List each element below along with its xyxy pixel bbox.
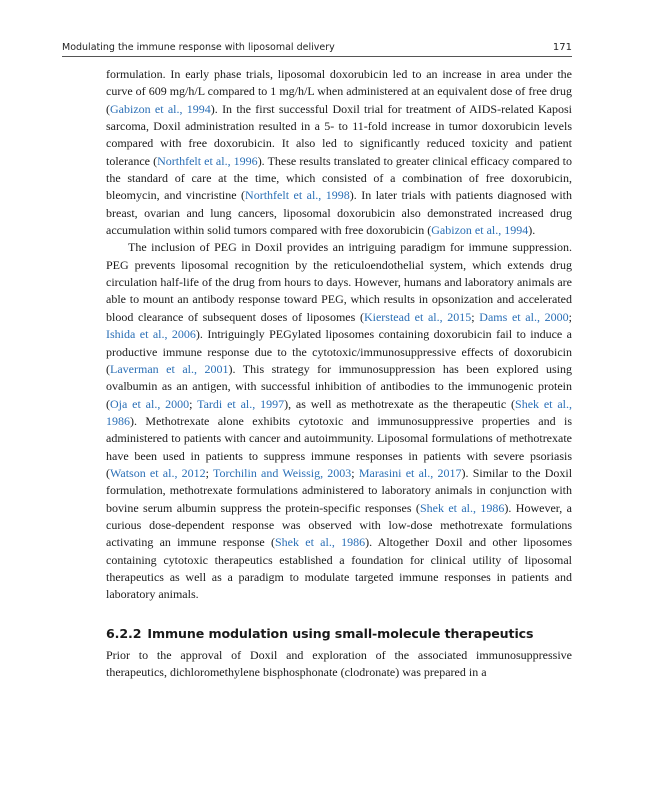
citation-link[interactable]: Shek et al., 1986	[274, 535, 366, 550]
text-run: ). This strategy for immunosuppression has been explored using ovalbumin as an antigen, with successful inhibition of antibodies to the immunogenic protein (	[106, 361, 572, 411]
citation-link[interactable]: Laverman et al., 2001	[110, 361, 229, 376]
citation-link[interactable]: Tardi et al., 1997	[197, 396, 285, 411]
page-number: 171	[552, 42, 572, 53]
citation-link[interactable]: Northfelt et al., 1996	[157, 153, 258, 168]
section-title: Immune modulation using small-molecule therapeutics	[147, 625, 534, 641]
section-heading	[106, 625, 572, 642]
text-run: ). Similar to the Doxil formulation, methotrexate formulations administered to laboratory animals in conjunction with bovine serum albumin suppress the protein-specific responses (	[106, 465, 573, 515]
text-run: formulation. In early phase trials, liposomal doxorubicin led to an increase in area under the curve of 609 mg/h/L compared to 1 mg/h/L when administered at an equivalent dose of free drug (	[106, 67, 572, 116]
paragraph-2	[106, 239, 572, 603]
text-run: ;	[351, 465, 359, 480]
section-number: 6.2.2	[106, 625, 142, 641]
text-run: ).	[528, 223, 536, 238]
citation-link[interactable]: Shek et al., 1986	[419, 500, 505, 515]
citation-link[interactable]: Torchilin and Weissig, 2003	[213, 465, 352, 480]
text-run: ). However, a curious dose-dependent response was observed with low-dose methotrexate formulations activating an immune response (	[106, 500, 572, 550]
citation-link[interactable]: Gabizon et al., 1994	[110, 101, 211, 116]
citation-link[interactable]: Marasini et al., 2017	[358, 465, 462, 480]
body-text	[106, 66, 572, 682]
text-run: ;	[205, 465, 214, 480]
citation-link[interactable]: Watson et al., 2012	[110, 465, 206, 480]
running-header	[62, 42, 572, 57]
text-run: ;	[189, 396, 198, 411]
citation-link[interactable]: Shek et al., 1986	[106, 396, 573, 428]
citation-link[interactable]: Northfelt et al., 1998	[245, 188, 350, 203]
text-run: The inclusion of PEG in Doxil provides an intriguing paradigm for immune suppression. PEG prevents liposomal recognition by the reticuloendothelial system, which extends drug circulation half-life of the drug from hours to days. However, humans and laboratory animals are able to mount an antibody response toward PEG, which results in opsonization and accelerated blood clearance of subsequent doses of liposomes (	[106, 240, 572, 324]
citation-link[interactable]: Gabizon et al., 1994	[431, 223, 529, 238]
text-run: Prior to the approval of Doxil and exploration of the associated immunosuppressive therapeutics, dichloromethylene bisphosphonate (clodronate) was prepared in a	[106, 648, 572, 680]
paragraph-3	[106, 647, 572, 682]
citation-link[interactable]: Ishida et al., 2006	[106, 327, 196, 342]
text-run: ). In the first successful Doxil trial for treatment of AIDS-related Kaposi sarcoma, Doxil administration resulted in a 5- to 11-fold increase in tumor doxorubicin levels compared with free doxorubicin. It also led to significantly reduced toxicity and patient tolerance (	[106, 101, 573, 168]
text-run: ), as well as methotrexate as the therapeutic (	[284, 396, 516, 411]
text-run: ). These results translated to greater clinical efficacy compared to the standard of care at the time, which consisted of a combination of free doxorubicin, bleomycin, and vincristine (	[106, 153, 573, 203]
text-run: ). In later trials with patients diagnosed with breast, ovarian and lung cancers, liposomal doxorubicin also demonstrated increased drug accumulation within solid tumors compared with free doxorubicin (	[106, 188, 572, 238]
text-run: ;	[471, 309, 480, 324]
citation-link[interactable]: Dams et al., 2000	[479, 309, 569, 324]
text-run: ). Intriguingly PEGylated liposomes containing doxorubicin fail to induce a productive immune response due to the cytotoxic/immunosuppressive effects of doxorubicin (	[106, 327, 572, 376]
citation-link[interactable]: Oja et al., 2000	[110, 396, 190, 411]
paragraph-1	[106, 66, 572, 239]
running-title: Modulating the immune response with liposomal delivery	[62, 42, 335, 53]
text-run: ;	[568, 309, 572, 324]
citation-link[interactable]: Kierstead et al., 2015	[363, 309, 472, 324]
text-run: ). Methotrexate alone exhibits cytotoxic and immunosuppressive properties and is administered to patients with cancer and autoimmunity. Liposomal formulations of methotrexate have been used in patients to suppress immune responses in patients with severe psoriasis (	[106, 413, 572, 480]
text-run: ). Altogether Doxil and other liposomes containing cytotoxic therapeutics established a foundation for clinical utility of liposomal therapeutics as well as a paradigm to modulate targeted immune responses in patients and laboratory animals.	[106, 535, 572, 602]
